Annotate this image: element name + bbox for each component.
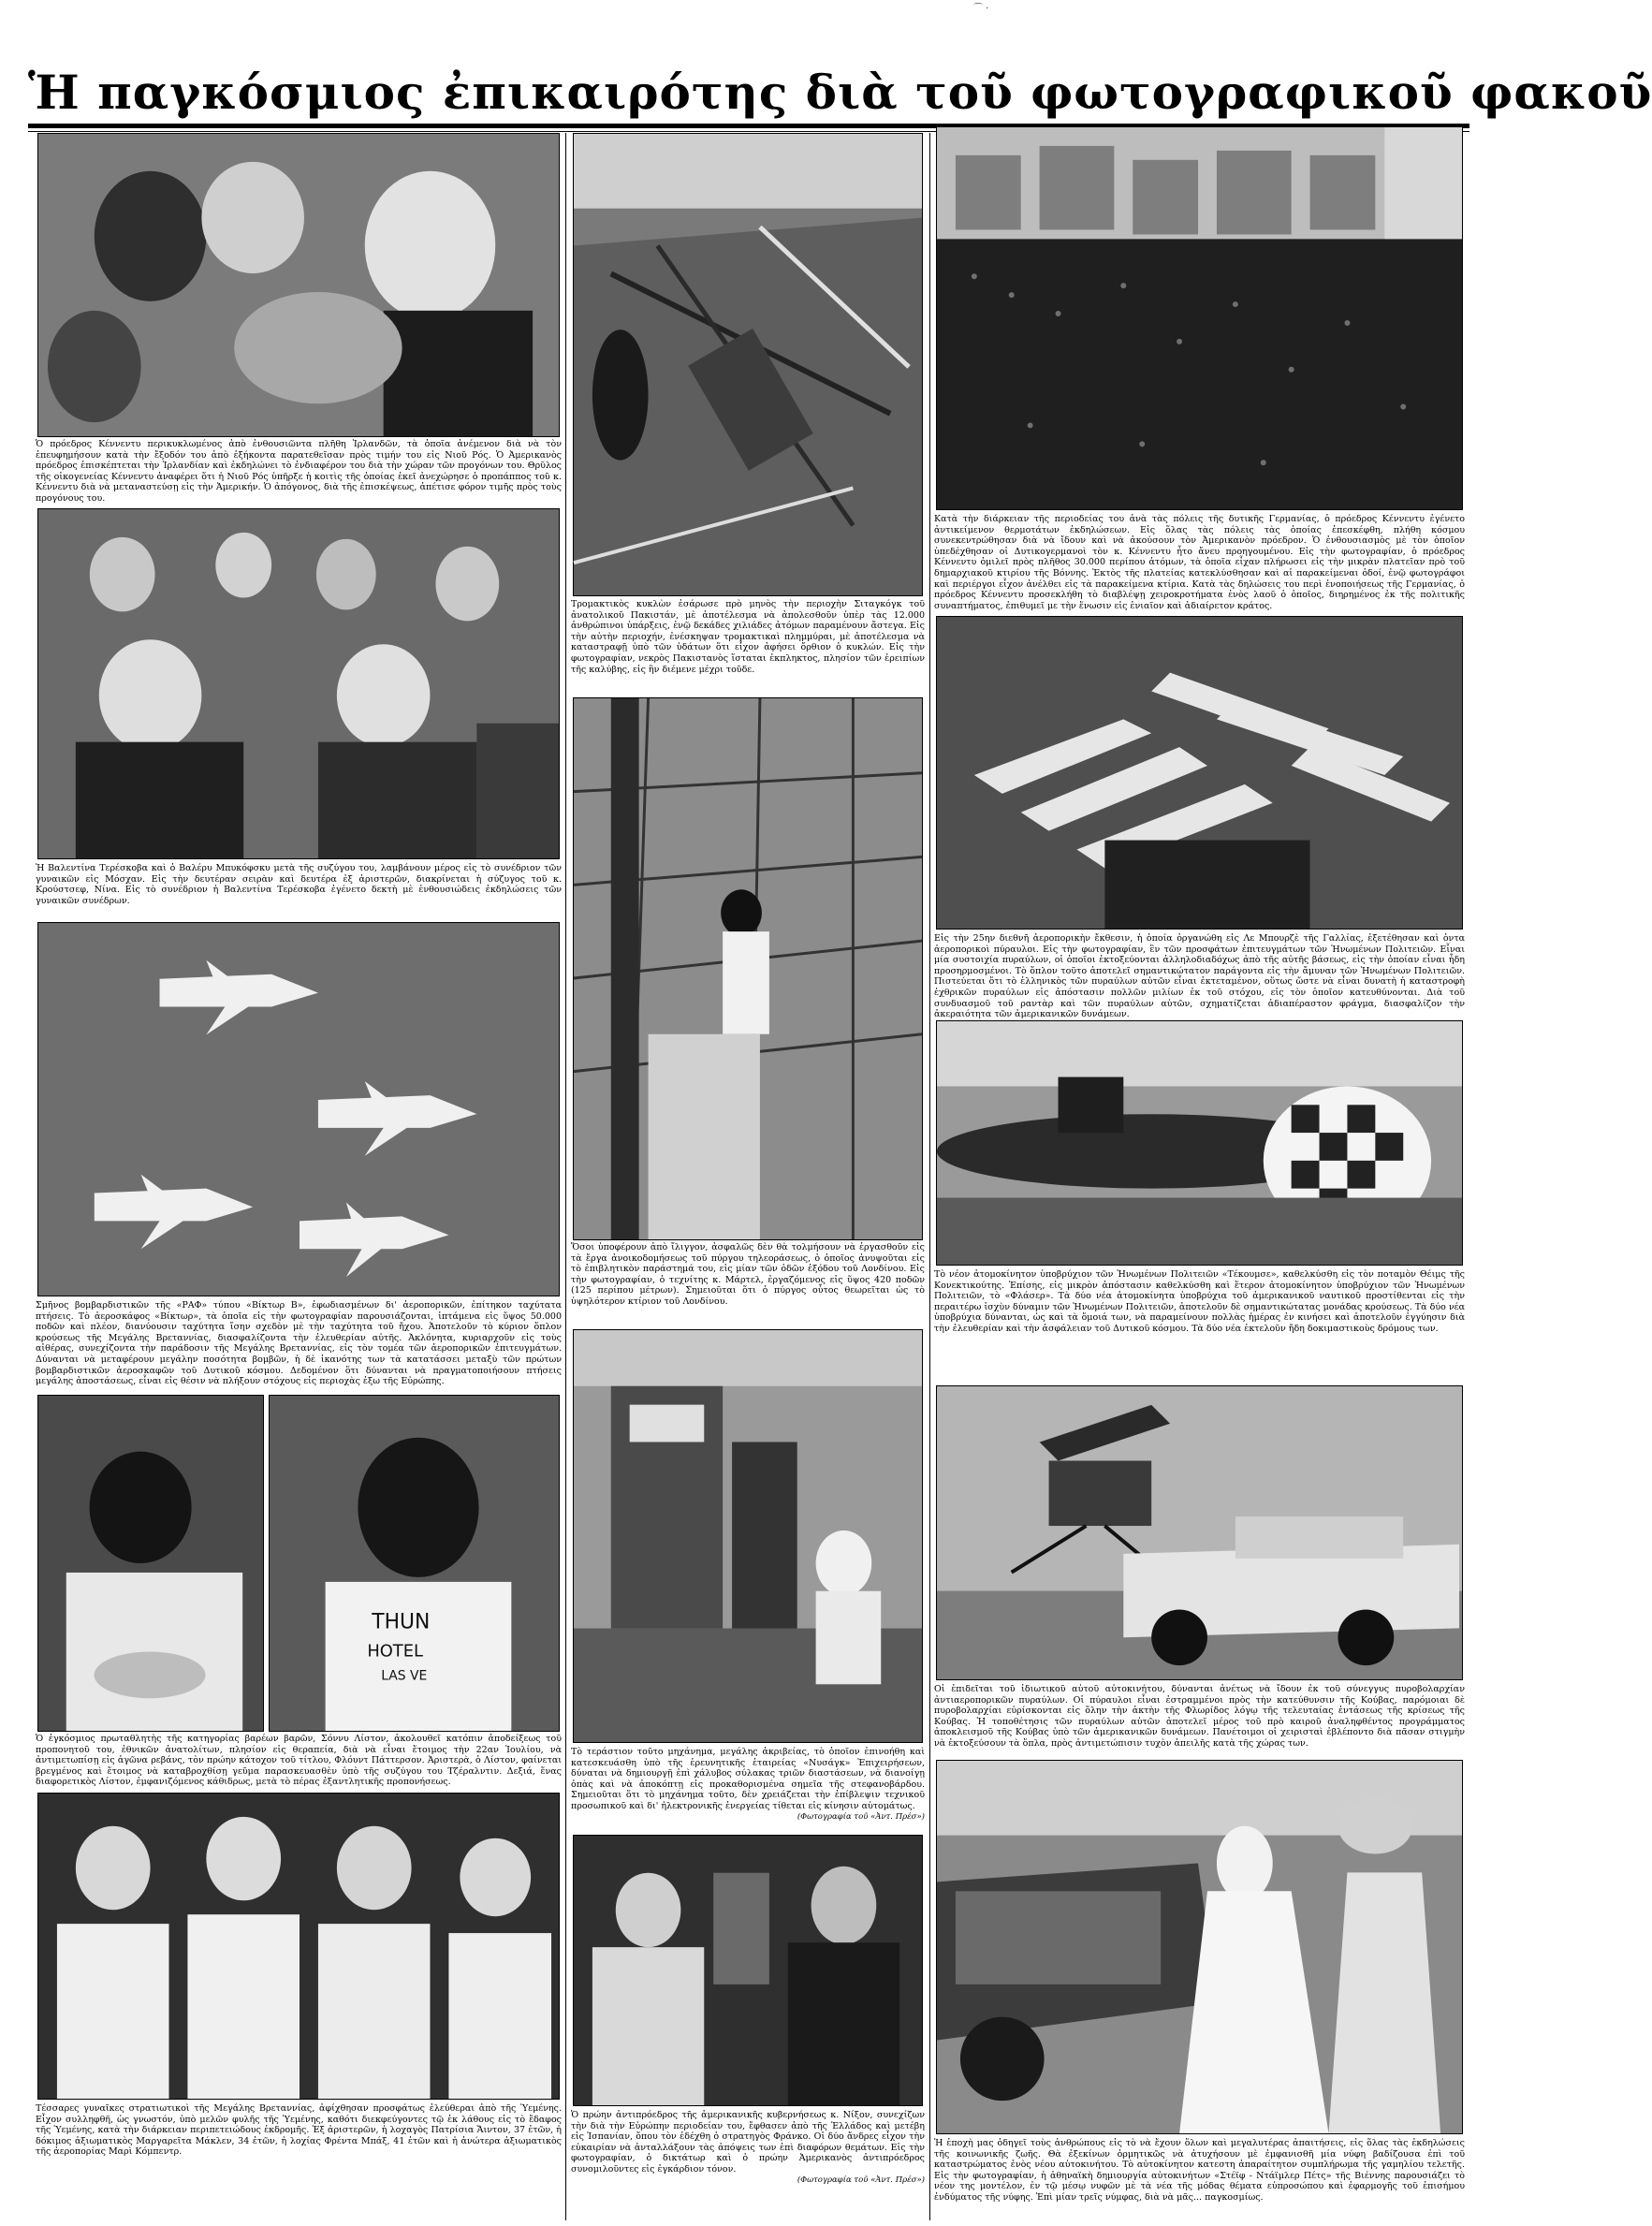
machine-tool-caption-text: Τὸ τεράστιον τοῦτο μηχάνημα, μεγάλης ἀκριβείας, τὸ ὁποῖον ἐπινοήθη καὶ κατεσκευάσθη ὑπὸ τῆς ἑρευνητικῆς ἑταιρείας «Νυσάγκ» Ἐπιχειρήσεων, δύναται νὰ δημιουργῇ ἐπὶ χάλυβος σύλακας τριῶν διαστάσεων, νὰ διανοίγῃ ὀπὰς καὶ νὰ ἀποκόπτῃ εἰς προκαθορισμένα σημεῖα τῆς στεφανοβάρδου. Σημειοῦται ὅτι τὸ μηχάνημα τοῦτο, δὲν χρειάζεται τὴν ἐπίβλεψιν τεχνικοῦ προσωπικοῦ καὶ δι' ἠλεκτρονικῆς ἐνεργείας τίθεται εἰς κίνησιν αὐτομάτως.	[571, 1747, 925, 1811]
liston-sweating-image	[270, 1396, 559, 1731]
cyclone-photo	[573, 133, 923, 596]
nixon-caption-text: Ὁ πρώην ἀντιπρόεδρος τῆς ἀμερικανικῆς κυβερνήσεως κ. Νίξον, συνεχίζων τὴν διὰ τὴν Εὐρώπην περιοδείαν του, ἔφθασεν ἀπὸ τῆς Ἑλλάδος καὶ μετέβη εἰς Ἱσπανίαν, ὅπου τὸν ἐδέχθη ὁ στρατηγὸς Φράνκο. Οἱ δύο ἄνδρες εἶχον τὴν εὐκαιρίαν νὰ ἀνταλλάξουν τὰς ἀπόψεις των ἐπὶ διαφόρων θεμάτων. Εἰς τὴν φωτογραφίαν, ὁ δικτάτωρ καὶ ὁ πρώην Ἀμερικανὸς ἀντιπρόεδρος συνομιλοῦντες εἰς ἐγκάρδιον τόνον.	[571, 2110, 925, 2175]
submarine-photo	[936, 1020, 1463, 1266]
machine-tool-image	[574, 1330, 922, 1742]
nixon-meeting-image	[574, 1836, 922, 2105]
liston-left-photo	[37, 1395, 264, 1732]
bonn-crowd-image	[937, 127, 1462, 509]
nixon-credit: (Φωτογραφία τοῦ «Ἀντ. Πρέσ»)	[797, 2175, 925, 2185]
column-divider-left	[565, 133, 566, 2220]
army-women-photo	[37, 1793, 560, 2100]
bombers-photo	[37, 922, 560, 1296]
submarine-image	[937, 1021, 1462, 1265]
missile-display-caption: Εἰς τὴν 25ην διεθνῆ ἀεροπορικὴν ἔκθεσιν, ἡ ὁποία ὀργανώθη εἰς Λε Μπουρζὲ τῆς Γαλλίας, ἐξετέθησαν καὶ ὀντα ἀεροπορικοὶ πύραυλοι. Εἰς τὴν φωτογραφίαν, ἓν τῶν προσφάτων ἐπιτευγμάτων τῶν Ἡνωμένων Πολιτειῶν. Εἶναι μία συστοιχία πυραύλων, οἱ ὁποῖοι ἐκτοξεύονται ἀλληλοδιαδόχως ἀπὸ τῆς αὐτῆς βάσεως, εἰς τὴν ὁποίαν εἶναι ἦδη προσηρμοσμένοι. Τὸ ὅπλον τοῦτο ἀποτελεῖ σημαντικώτατον παράγοντα εἰς τὴν ἄμυναν τῶν Ἡνωμένων Πολιτειῶν. Πιστεύεται ὅτι τὸ ἑλληνικὸς τῶν πυραύλων αὐτῶν εἶναι ἐκτεταμένον, οὕτως ὥστε νὰ εἶναι δυνατὴ ἡ καταστροφὴ ἐχθρικῶν πυραύλων εἰς ἀπόστασιν πολλῶν μιλίων ἐκ τοῦ στόχου, εἰς τὸν ὁποῖον κατευθύνονται. Διὰ τοῦ συνδυασμοῦ τοῦ ραντὰρ καὶ τῶν πυραύλων αὐτῶν, σχηματίζεται ἀδιαπέραστον φράγμα, διασφαλίζον τὴν ἀκεραιότητα τῶν ἀμερικανικῶν δυνάμεων.	[934, 933, 1465, 1020]
machine-tool-credit: (Φωτογραφία τοῦ «Ἀντ. Πρέσ»)	[797, 1811, 925, 1822]
kennedy-crowd-photo	[37, 133, 560, 437]
cyclone-wreckage-image	[574, 134, 922, 595]
page-top-mark: ⌒ ·	[973, 4, 989, 14]
svg-text:HOTEL: HOTEL	[367, 1641, 423, 1662]
machine-tool-caption	[571, 1747, 925, 1833]
bombers-caption: Σμῆνος βομβαρδιστικῶν τῆς «ΡΑΦ» τύπου «Βίκτωρ Β», ἐφωδιασμένων δι' ἀεροπορικῶν, ἐπίτηκον ταχύτατα πτήσεις. Τὸ ἀεροσκάφος «Βίκτωρ», τὰ ὁποῖα εἰς τὴν φωτογραφίαν παρουσιάζονται, ἱπτάμενα εἰς ὕψος 50.000 ποδῶν καὶ πλέον, διανύουσιν ταχύτητα ἴσην σχεδὸν μὲ τὴν ταχύτητα τοῦ ἤχου. Ἀποτελοῦν τὸ κύριον ὅπλον κρούσεως τῆς Μεγάλης Βρεταννίας, διασφαλίζοντα τὴν ἐλευθερίαν αὐτῆς. Ἀκλόνητα, κυριαρχοῦν εἰς τοὺς αἰθέρας, συνεχίζοντα τὴν παράδοσιν τῆς Μεγάλης Βρεταννίας, εἰς τὸν τομέα τῶν ἀεροπορικῶν ἐπιτευγμάτων. Δύνανται νὰ μεταφέρουν μεγάλην ποσότητα βομβῶν, ἡ δὲ ἱκανότης των τὰ κατατάσσει μεταξὺ τῶν πρώτων βομβαρδιστικῶν ἀεροσκαφῶν τοῦ Δυτικοῦ κόσμου. Δεδομένον ὅτι δύνανται νὰ πραγματοποιήσουν πτήσεις μεγάλης ἀποστάσεως, εἶναι εἰς θέσιν νὰ πλήξουν στόχους εἰς περιοχὰς ἐξω τῆς Εὐρώπης.	[36, 1300, 562, 1387]
bombers-image	[38, 923, 559, 1296]
missile-display-photo	[936, 616, 1463, 930]
machine-tool-photo	[573, 1329, 923, 1743]
tereshkova-image	[38, 509, 559, 858]
column-divider-right	[929, 133, 930, 2220]
liston-caption: Ὁ ἐγκόσμιος πρωταθλητὴς τῆς κατηγορίας βαρέων βαρῶν, Σόννυ Λίστον, ἀκολουθεῖ κατόπιν ἀποδείξεως τοῦ προπονητοῦ του, ἐθνικῶν ἀνατολίτων, πλησίον εἰς θεραπεία, διὰ νὰ εἶναι ἕτοιμος τὴν 22αν Ἰουλίου, νὰ ἀντιμετωπίσῃ εἰς ἀγῶνα ρεβάνς, τὸν πρώην κάτοχον τοῦ τίτλου, Φλόυντ Πάττερσον. Ἀριστερὰ, ὁ Λίστον, φαίνεται βρεγμένος καὶ ἕτοιμος νὰ καταβροχθίσῃ γεῦμα παρασκευασθὲν ὑπὸ τῆς συζύγου του Τζέραλντιν. Δεξιά, ἕνας διαφορετικὸς Λίστον, ἐμφανιζόμενος κάθιδρως, μετὰ τὸ πέρας ἐξαντλητικῆς προπονήσεως.	[36, 1734, 562, 1788]
tereshkova-caption: Ἡ Βαλεντίνα Τερέσκοβα καὶ ὁ Βαλέρυ Μπυκόφσκυ μετὰ τῆς συζύγου του, λαμβάνουν μέρος εἰς τὸ συνέδριον τῶν γυναικῶν εἰς Μόσχαν. Εἰς τὴν δευτέραν σειρὰν καὶ δευτέρα ἐξ ἀριστερῶν, διακρίνεται ἡ σύζυγος τοῦ κ. Κρούστσεφ, Νίνα. Εἰς τὸ συνέδριον ἡ Βαλεντίνα Τερέσκοβα ἐγένετο δεκτὴ μὲ ἐνθουσιώδεις ἐκδηλώσεις τῶν γυναικῶν συνέδρων.	[36, 863, 562, 906]
liston-eating-image	[38, 1396, 263, 1731]
tower-construction-image	[574, 698, 922, 1239]
wedding-car-image	[937, 1761, 1462, 2133]
tower-worker-photo	[573, 697, 923, 1240]
svg-text:LAS VE: LAS VE	[381, 1668, 428, 1684]
wedding-car-caption: Ἡ ἐποχὴ μας ὁδηγεῖ τοὺς ἀνθρώπους εἰς τὸ νὰ ἔχουν ὅλων καὶ μεγαλυτέρας ἀπαιτήσεις, εἰς ὅλας τὰς ἐκδηλώσεις τῆς κοινωνικῆς ζωῆς. Θὰ ἐξεκίνων ὁρμητικῶς νὰ ἀτυχήσουν μὲ ἐμφανισθῆ μία νύφη βαδίζουσα ἐπὶ τοῦ καταστρώματος ἑνὸς νέου αὐτοκινήτου. Τὸ αὐτοκίνητον κατεστη ἀπαραίτητον συμπλήρωμα τῆς γαμηλίου τελετῆς. Εἰς τὴν φωτογραφίαν, ἡ ἀθηναϊκὴ δημιουργία αὐτοκινήτων «Στέϊφ - Ντάϊμλερ Πέτς» τῆς Βιέννης παρουσιάζει τὸ νέον της μοντέλον, ἐν τῷ μέσῳ νυφῶν μὲ τὰ νέα τῆς μόδας θέματα εὐπροσώπου καὶ ἐφαρμογῆς τοῦ ἐπισήμου ἐνδύματος τῆς νύφης. Ἐπὶ μίαν τρεῖς νύμφας, διὰ νὰ μᾶς... παγκοσμίως.	[934, 2138, 1465, 2203]
car-missiles-photo	[936, 1385, 1463, 1680]
wedding-car-photo	[936, 1760, 1463, 2134]
army-women-image	[38, 1794, 559, 2099]
svg-text:THUN: THUN	[372, 1610, 431, 1634]
kennedy-crowd-image	[38, 134, 559, 436]
kennedy-crowd-caption: Ὁ πρόεδρος Κέννεντυ περικυκλωμένος ἀπὸ ἐνθουσιῶντα πλῆθη Ἰρλανδῶν, τὰ ὁποῖα ἀνέμενον διὰ νὰ τὸν ἐπευφημήσουν κατὰ τὴν ἔξοδόν του ἀπὸ ἑξήκοντα παρατεθεῖσαν πρὸς τιμήν του εἰς Νιοῦ Ρός. Ὁ Ἀμερικανὸς πρόεδρος ἐπισκέπτεται τὴν Ἰρλανδίαν καὶ ἐκδηλώνει τὸ ἐνδιαφέρον του διὰ τὴν χώραν τῶν προγόνων του. Θρῦλος τῆς οἰκογενείας Κέννεντυ ἀναφέρει ὅτι ἡ Νιοῦ Ρός ὑπῆρξε ἡ κοιτὶς τῆς ὁποίας ἐκεῖ ἀνεχώρησε ὁ προπάππος τοῦ κ. Κέννεντυ διὰ νὰ μεταναστεύσῃ εἰς τὴν Ἀμερικήν. Ὁ ἀπόγονος, διὰ τῆς ἐπισκέψεως, ἀπέτισε φόρον τιμῆς πρὸς τοὺς προγόνους του.	[36, 439, 562, 504]
bonn-crowd-photo	[936, 126, 1463, 510]
nixon-caption	[571, 2110, 925, 2183]
nixon-photo	[573, 1835, 923, 2106]
liston-right-photo	[269, 1395, 560, 1732]
submarine-caption: Τὸ νέον ἀτομοκίνητον ὑποβρύχιον τῶν Ἡνωμένων Πολιτειῶν «Τέκουμσε», καθελκύσθη εἰς τὸν ποταμὸν Θέιμς τῆς Κονεκτικούτης. Ἐπίσης, εἰς μικρὸν ἀπόστασιν καθελκύσθη καὶ ἕτερον ἀτομοκίνητον ὑποβρύχιον τῶν Ἡνωμένων Πολιτειῶν, τὸ «Φλάσερ». Τὰ δύο νέα ἀτομοκίνητα ὑποβρύχια τοῦ ἀμερικανικοῦ ναυτικοῦ προστίθενται εἰς τὴν περαιτέρω ἰσχὺν δύναμιν τῶν Ἡνωμένων Πολιτειῶν, ἀποτελοῦν δὲ σημαντικώτατας μονάδας κρούσεως. Τὰ δύο νέα ὑποβρύχια δύνανται, ὡς καὶ τὰ ὅμοιά των, νὰ παραμείνουν πολλὰς ἡμέρας ἐν κινήσει καὶ ἀποτελοῦν ἐγγύησιν διὰ τὴν ἐλευθερίαν καὶ τὴν ἀσφάλειαν τοῦ Δυτικοῦ κόσμου. Τὰ δύο νέα ἐκτελοῦν ἤδη δοκιμαστικοὺς δρόμους των.	[934, 1269, 1465, 1334]
cyclone-caption: Τρομακτικὸς κυκλὼν ἐσάρωσε πρὸ μηνὸς τὴν περιοχὴν Σιταγκόγκ τοῦ ἀνατολικοῦ Πακιστάν, μὲ ἀποτέλεσμα νὰ ἀπολεσθοῦν ὑπὲρ τὰς 12.000 ἀνθρώπινοι ὑπάρξεις, ἐνῷ δεκάδες χιλιάδες ἀτόμων παραμένουν ἄστεγα. Εἰς τὴν αὐτὴν περιοχήν, ἐνέσκηψαν τρομακτικαὶ πλημμύραι, μὲ ἀποτέλεσμα νὰ καταστραφῇ ὑπὸ τῶν ὑδάτων ὅτι εἶχον ἀφήσει ὄρθιον ὁ κυκλών. Εἰς τὴν φωτογραφίαν, νεκρὸς Πακιστανὸς ἵσταται ἐκπληκτος, πλησίον τῶν ἐρειπίων τῆς καλύβης, εἰς ἣν διέμενε μέχρι τοῦδε.	[571, 599, 925, 675]
car-missiles-caption: Οἱ ἐπιδεῖται τοῦ ἰδιωτικοῦ αὐτοῦ αὐτοκινήτου, δύνανται ἀνέτως νὰ ἴδουν ἐκ τοῦ σύνεγγυς πυροβολαρχίαν ἀντιαεροπορικῶν πυραύλων. Οἱ πύραυλοι εἶναι ἐστραμμένοι πρὸς τὴν κατεύθυνσιν τῆς Κούβας, παρόμοιαι δὲ πυροβολαρχίαι εὑρίσκονται εἰς ὅλην τὴν ἀκτὴν τῆς Φλωρίδος λόγῳ τῆς τελευταίας ἐντάσεως τῆς κρίσεως τῆς Κούβας. Ἡ τοποθέτησις τῶν πυραύλων αὐτῶν ἀποτελεῖ μέρος τοῦ πρὸ καιροῦ ἀναληφθέντος προγράμματος ἀποκλεισμοῦ τῆς Κούβας ὑπὸ τῶν ἀμερικανικῶν δυνάμεων. Πανέτοιμοι οἱ χειρισταὶ ἐβλέποντο διὰ πᾶσαν στιγμὴν νὰ ἐκτοξεύσουν τὰ ὅπλα, πρὸς ἀντιμετώπισιν τυχὸν ἀπειλῆς κατὰ τῆς χώρας των.	[934, 1684, 1465, 1749]
page-headline: Ἡ παγκόσμιος ἐπικαιρότης διὰ τοῦ φωτογραφικοῦ φακοῦ	[28, 65, 1652, 120]
army-women-caption: Τέσσαρες γυναῖκες στρατιωτικοὶ τῆς Μεγάλης Βρεταννίας, ἀφίχθησαν προσφάτως ἐλεύθεραι ἀπὸ τῆς Ὑεμένης. Εἶχον συλληφθῆ, ὡς γνωστόν, ὑπὸ μελῶν φυλῆς τῆς Ὑεμένης, καθότι διεκφεύγοντες τῷ ἐκ λάθους εἰς τὸ ἔδαφος τῆς Ὑεμένης, κατὰ τὴν διάρκειαν περιπετειώδους ἐκδρομῆς. Ἐξ ἀριστερῶν, ἡ λοχαγὸς Πατρίσια Ἄιντον, 37 ἐτῶν, ἡ δόκιμος ἀξιωματικὸς Μαργαρεῖτα Μάκλεν, 34 ἐτῶν, ἡ λοχίας Φρέντα Μπάξ, 41 ἐτῶν καὶ ἡ ἀνώτερα ἀξιωματικὸς τῆς ἀεροπορίας Μαρὶ Κόμπεντρ.	[36, 2103, 562, 2158]
missile-display-image	[937, 617, 1462, 929]
tower-worker-caption: Ὅσοι ὑποφέρουν ἀπὸ ἴλιγγον, ἀσφαλῶς δὲν θὰ τολμήσουν νὰ ἐργασθοῦν εἰς τὰ ἔργα ἀνοικοδομήσεως τοῦ πύργου τηλεοράσεως, ὁ ὁποῖος ἀνυψοῦται εἰς τὸ ἐπιβλητικὸν παράστημά του, εἰς μίαν τῶν ὁδῶν ἐξόδου τοῦ Λονδίνου. Εἰς τὴν φωτογραφίαν, ὁ τεχνίτης κ. Μάρτελ, ἐργαζόμενος εἰς ὕψος 420 ποδῶν (125 περίπου μέτρων). Σημειοῦται ὅτι ὁ πύργος οὗτος θεωρεῖται ὡς τὸ ὑψηλότερον κτίριον τοῦ Λονδίνου.	[571, 1242, 925, 1307]
tereshkova-photo	[37, 508, 560, 859]
car-missiles-image	[937, 1386, 1462, 1679]
bonn-crowd-caption: Κατὰ τὴν διάρκειαν τῆς περιοδείας του ἀνὰ τὰς πόλεις τῆς δυτικῆς Γερμανίας, ὁ πρόεδρος Κέννεντυ ἐγένετο ἀντικείμενον θερμοτάτων ἐκδηλώσεων. Εἰς ὅλας τὰς πόλεις τὰς ὁποίας ἐπεσκέφθη, πλήθη κόσμου συνεκεντρώθησαν διὰ νὰ ἴδουν καὶ νὰ ἀκούσουν τὸν Ἀμερικανὸν πρόεδρον. Ὁ ἐνθουσιασμὸς μὲ τὸν ὁποῖον ὑπεδέχθησαν οἱ Δυτικογερμανοὶ τὸν κ. Κέννεντυ ἦτο ἄνευ προηγουμένου. Εἰς τὴν φωτογραφίαν, ὁ πρόεδρος Κέννεντυ ὁμιλεῖ πρὸς πλῆθος 30.000 περίπου ἀτόμων, τὰ ὁποῖα εἶχαν πλήρωσει εἰς τὴν μικρὰν πλατεῖαν πρὸ τοῦ δημαρχιακοῦ κτιρίου τῆς Βόννης. Ἐκτὸς τῆς πλατείας κατεκλύσθησαν καὶ αἱ παρακείμεναι ὁδοί, ἐνῷ φωτογράφοι καὶ περιέργοι εἶχον ἀνέλθει εἰς τὰ παρακείμενα κτίρια. Κατὰ τὰς δηλώσεις του περὶ ἐνοποιήσεως τῆς Γερμανίας, ὁ πρόεδρος Κέννεντυ προσεκλήθη τὸ διαβλέψῃ χειροκροτήματα ἐνὸς λαοῦ ὁ ὁποῖος, διηρημένος ἐκ τῆς πολιτικῆς συναπτήματος, ἐπιθυμεῖ με τὴν ἕνωσιν εἰς ἑνιαῖον καὶ ἀδιαίρετον κράτος.	[934, 514, 1465, 611]
